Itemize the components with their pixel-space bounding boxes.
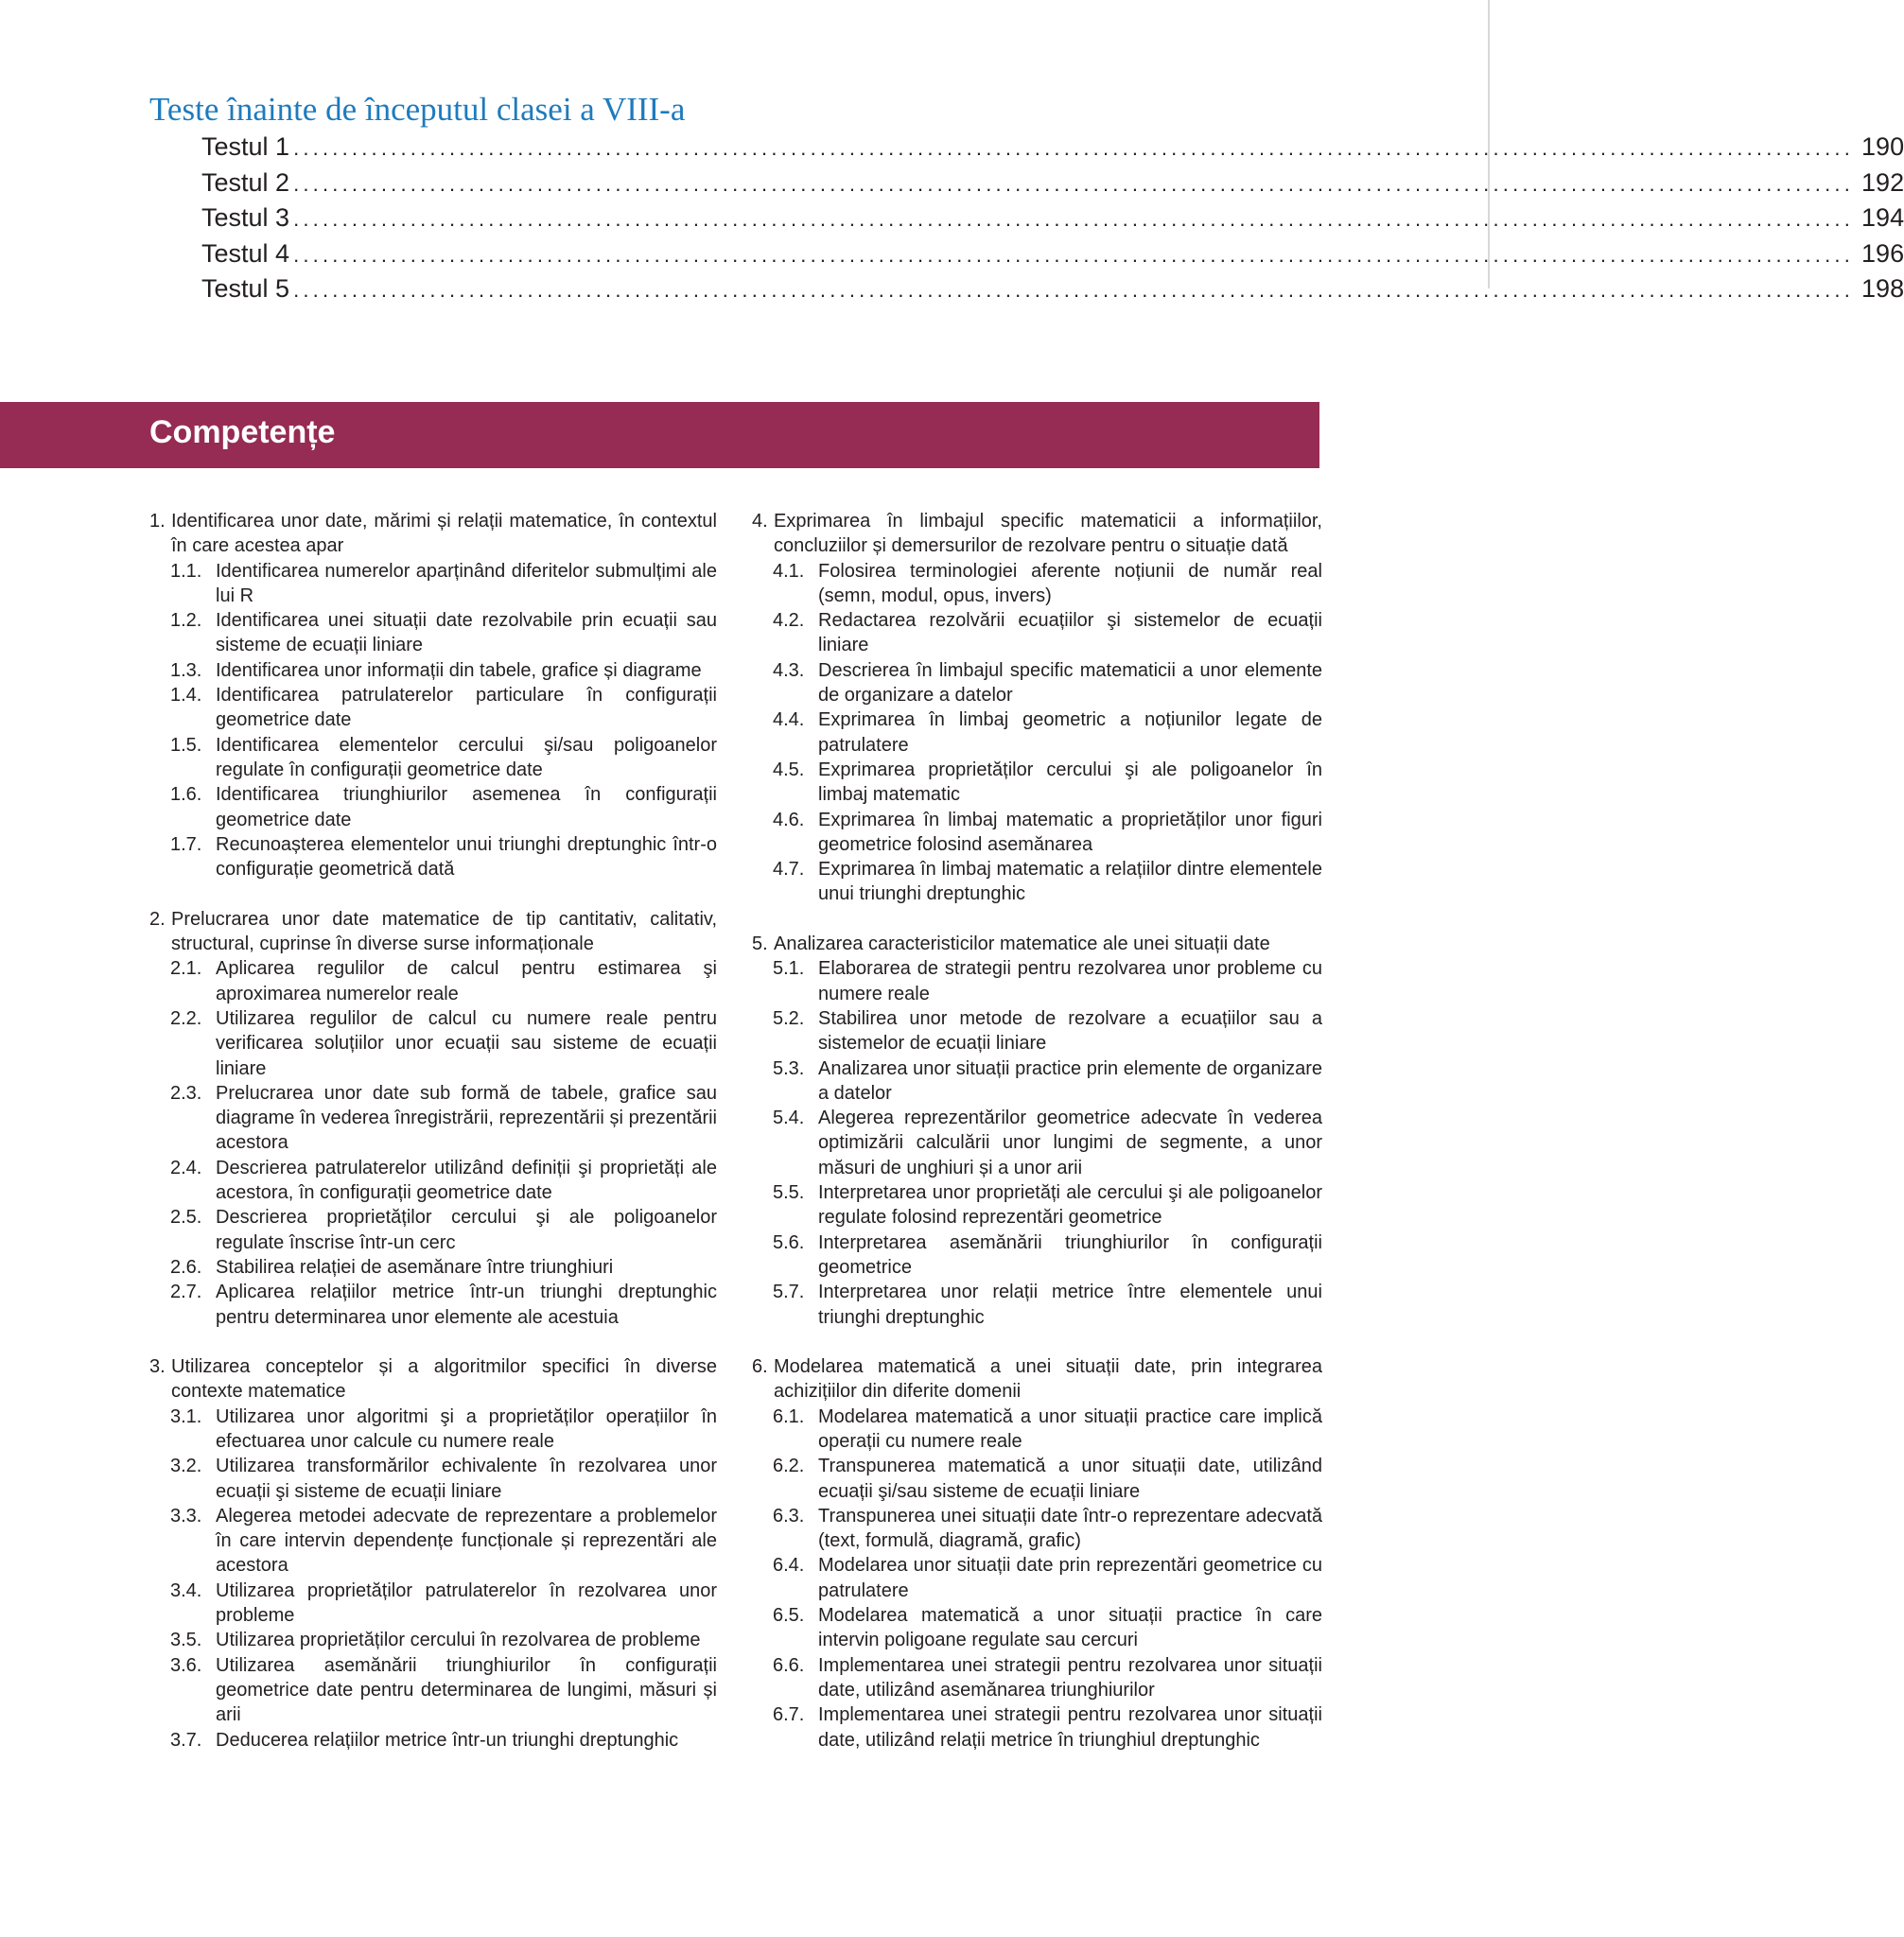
specific-competence-number: 3.3. xyxy=(170,1505,202,1527)
specific-competence-text: Descrierea în limbajul specific matematicii a unor elemente de organizare a datelor xyxy=(818,659,1322,707)
specific-competence-number: 1.5. xyxy=(170,734,202,756)
competence-number: 5. xyxy=(752,934,768,955)
specific-competence-number: 4.4. xyxy=(773,709,805,731)
specific-competence-text: Modelarea unor situații date prin reprezentări geometrice cu patrulatere xyxy=(818,1555,1322,1601)
competence-title: Prelucrarea unor date matematice de tip cantitativ, calitativ, structural, cuprinse în diverse surse informaționale xyxy=(171,908,717,955)
specific-competence xyxy=(752,1230,1322,1281)
specific-competence-text: Identificarea numerelor aparținând diferitelor submulțimi ale lui R xyxy=(216,560,717,606)
specific-competence-text: Prelucrarea unor date sub formă de tabele, grafice sau diagrame în vederea înregistrării, reprezentării și prezentării acestora xyxy=(216,1082,717,1154)
specific-competence xyxy=(149,733,717,783)
specific-competence xyxy=(149,1405,717,1455)
specific-competence-number: 5.7. xyxy=(773,1282,805,1303)
specific-competence xyxy=(149,608,717,658)
toc-row[interactable] xyxy=(201,203,1904,239)
specific-competence-number: 5.6. xyxy=(773,1231,805,1253)
specific-competence-number: 2.4. xyxy=(170,1157,202,1178)
toc-leader-dots: ................................................................................................................................................................ xyxy=(293,207,1855,232)
specific-competence-text: Alegerea reprezentărilor geometrice adecvate în vederea optimizării calculării unor lungimi de segmente, a unor măsuri de unghiuri și a unor arii xyxy=(818,1108,1322,1178)
competence-title: Utilizarea conceptelor și a algoritmilor specifici în diverse contexte matematice xyxy=(171,1356,717,1403)
specific-competence-text: Implementarea unei strategii pentru rezolvarea unor situații date, utilizând relații metrice în triunghiul dreptunghic xyxy=(818,1704,1322,1751)
specific-competence-text: Aplicarea relațiilor metrice într-un triunghi dreptunghic pentru determinarea unor elemente ale acestuia xyxy=(216,1282,717,1328)
specific-competence-number: 5.5. xyxy=(773,1182,805,1204)
specific-competence xyxy=(149,683,717,733)
specific-competence-text: Utilizarea asemănării triunghiurilor în configurații geometrice date pentru determinarea de lungimi, măsuri și arii xyxy=(216,1654,717,1726)
toc-row-label: Testul 3 xyxy=(201,203,290,233)
specific-competence-number: 2.5. xyxy=(170,1207,202,1229)
toc-leader-dots: ................................................................................................................................................................ xyxy=(293,171,1855,196)
specific-competence-number: 1.3. xyxy=(170,659,202,681)
specific-competence-text: Identificarea unor informații din tabele, grafice și diagrame xyxy=(216,659,702,681)
competence-heading xyxy=(149,907,717,957)
specific-competence-number: 4.5. xyxy=(773,759,805,780)
specific-competence xyxy=(149,1504,717,1579)
toc-leader-dots: ................................................................................................................................................................ xyxy=(293,242,1855,267)
specific-competence-number: 6.5. xyxy=(773,1605,805,1627)
specific-competence xyxy=(752,658,1322,708)
specific-competence-text: Descrierea proprietăților cercului şi ale poligoanelor regulate înscrise într-un cerc xyxy=(216,1207,717,1253)
specific-competence-number: 4.1. xyxy=(773,560,805,582)
specific-competence-text: Redactarea rezolvării ecuațiilor şi sistemelor de ecuații liniare xyxy=(818,610,1322,656)
specific-competence xyxy=(149,956,717,1006)
specific-competence-text: Transpunerea matematică a unor situații date, utilizând ecuații şi/sau sisteme de ecuații liniare xyxy=(818,1456,1322,1502)
specific-competence xyxy=(752,956,1322,1006)
specific-competence xyxy=(149,1006,717,1081)
specific-competence-number: 6.4. xyxy=(773,1555,805,1577)
specific-competence-text: Stabilirea relației de asemănare între triunghiuri xyxy=(216,1256,614,1278)
toc-row[interactable] xyxy=(201,132,1904,168)
competence-group xyxy=(752,1354,1322,1753)
competence-title: Analizarea caracteristicilor matematice ale unei situații date xyxy=(774,934,1270,955)
competence-number: 4. xyxy=(752,511,768,532)
specific-competence-number: 3.2. xyxy=(170,1456,202,1477)
specific-competence-text: Modelarea matematică a unor situații practice în care intervin poligoane regulate sau cercuri xyxy=(818,1605,1322,1651)
specific-competence-text: Exprimarea proprietăților cercului şi ale poligoanelor în limbaj matematic xyxy=(818,759,1322,806)
specific-competence-number: 2.6. xyxy=(170,1256,202,1278)
specific-competence-number: 1.4. xyxy=(170,685,202,707)
specific-competence xyxy=(149,1280,717,1330)
specific-competence xyxy=(752,1504,1322,1554)
specific-competence-text: Implementarea unei strategii pentru rezolvarea unor situații date, utilizând asemănarea triunghiurilor xyxy=(818,1654,1322,1701)
competence-group xyxy=(752,932,1322,1330)
specific-competence-text: Transpunerea unei situații date într-o reprezentare adecvată (text, formulă, diagramă, grafic) xyxy=(818,1505,1322,1552)
specific-competence-number: 4.3. xyxy=(773,659,805,681)
specific-competence xyxy=(752,808,1322,858)
specific-competence-number: 3.6. xyxy=(170,1654,202,1676)
specific-competence-text: Identificarea patrulaterelor particulare în configurații geometrice date xyxy=(216,685,717,731)
specific-competence-text: Aplicarea regulilor de calcul pentru estimarea şi aproximarea numerelor reale xyxy=(216,958,717,1004)
specific-competence-text: Utilizarea unor algoritmi şi a proprietăților operațiilor în efectuarea unor calcule cu numere reale xyxy=(216,1405,717,1452)
specific-competence-text: Folosirea terminologiei aferente noțiunii de număr real (semn, modul, opus, invers) xyxy=(818,560,1322,606)
specific-competence xyxy=(752,1553,1322,1603)
specific-competence xyxy=(149,1255,717,1280)
specific-competence-text: Descrierea patrulaterelor utilizând definiții şi proprietăți ale acestora, în configurații geometrice date xyxy=(216,1157,717,1204)
specific-competence-text: Exprimarea în limbaj matematic a proprietăților unor figuri geometrice folosind asemănarea xyxy=(818,809,1322,855)
specific-competence-number: 5.2. xyxy=(773,1007,805,1029)
competences-banner xyxy=(0,402,1319,468)
specific-competence-text: Elaborarea de strategii pentru rezolvarea unor probleme cu numere reale xyxy=(818,958,1322,1004)
specific-competence xyxy=(752,1405,1322,1455)
specific-competence-text: Utilizarea transformărilor echivalente în rezolvarea unor ecuații şi sisteme de ecuații liniare xyxy=(216,1456,717,1502)
specific-competence xyxy=(149,1081,717,1156)
specific-competence-text: Identificarea triunghiurilor asemenea în configurații geometrice date xyxy=(216,784,717,830)
specific-competence xyxy=(149,1653,717,1728)
toc-row[interactable] xyxy=(201,238,1904,275)
specific-competence-text: Deducerea relațiilor metrice într-un triunghi dreptunghic xyxy=(216,1729,679,1751)
specific-competence xyxy=(752,758,1322,808)
specific-competence-number: 6.1. xyxy=(773,1405,805,1427)
specific-competence-text: Interpretarea unor proprietăți ale cercului şi ale poligoanelor regulate folosind reprezentări geometrice xyxy=(818,1182,1322,1229)
competence-heading xyxy=(752,1354,1322,1405)
specific-competence xyxy=(149,782,717,832)
specific-competence xyxy=(752,1056,1322,1107)
specific-competence-text: Utilizarea proprietăților patrulaterelor în rezolvarea unor probleme xyxy=(216,1579,717,1627)
specific-competence-number: 2.2. xyxy=(170,1007,202,1029)
specific-competence-text: Interpretarea unor relații metrice între elementele unui triunghi dreptunghic xyxy=(818,1282,1322,1328)
specific-competence-number: 3.5. xyxy=(170,1630,202,1651)
competence-title: Exprimarea în limbajul specific matematicii a informațiilor, concluziilor și demersurilor de rezolvare pentru o situație dată xyxy=(774,511,1322,557)
banner-title: Competențe xyxy=(149,414,336,450)
specific-competence xyxy=(752,857,1322,907)
specific-competence-text: Identificarea unei situații date rezolvabile prin ecuații sau sisteme de ecuații liniare xyxy=(216,610,717,656)
specific-competence-number: 5.3. xyxy=(773,1057,805,1079)
toc-leader-dots: ................................................................................................................................................................ xyxy=(293,278,1855,303)
specific-competence-text: Alegerea metodei adecvate de reprezentare a problemelor în care intervin dependențe funcționale și reprezentări ale acestora xyxy=(216,1505,717,1577)
toc-row-label: Testul 1 xyxy=(201,132,290,161)
toc-row-label: Testul 4 xyxy=(201,238,290,268)
competence-number: 3. xyxy=(149,1356,166,1378)
specific-competence xyxy=(149,1628,717,1652)
specific-competence-number: 6.6. xyxy=(773,1654,805,1676)
specific-competence xyxy=(149,1454,717,1504)
competence-heading xyxy=(149,509,717,559)
specific-competence xyxy=(149,559,717,609)
competences-left-column xyxy=(149,509,717,1777)
specific-competence xyxy=(752,1653,1322,1703)
specific-competence xyxy=(149,1728,717,1753)
specific-competence-number: 6.3. xyxy=(773,1505,805,1527)
specific-competence-number: 5.4. xyxy=(773,1108,805,1129)
competence-heading xyxy=(149,1354,717,1405)
specific-competence xyxy=(149,1205,717,1255)
competence-group xyxy=(149,907,717,1330)
specific-competence xyxy=(752,608,1322,658)
specific-competence xyxy=(149,1579,717,1629)
specific-competence xyxy=(149,658,717,683)
specific-competence-number: 5.1. xyxy=(773,958,805,980)
specific-competence xyxy=(752,1006,1322,1056)
competence-number: 2. xyxy=(149,908,166,930)
specific-competence xyxy=(752,1603,1322,1653)
specific-competence-number: 4.2. xyxy=(773,610,805,632)
specific-competence-text: Exprimarea în limbaj geometric a noțiunilor legate de patrulatere xyxy=(818,709,1322,756)
specific-competence-number: 3.7. xyxy=(170,1729,202,1751)
toc-list xyxy=(201,132,1904,310)
toc-leader-dots: ................................................................................................................................................................ xyxy=(293,136,1855,160)
specific-competence-text: Modelarea matematică a unor situații practice care implică operații cu numere reale xyxy=(818,1405,1322,1452)
specific-competence xyxy=(752,1180,1322,1230)
toc-row-page: 198 xyxy=(1861,274,1904,304)
toc-row-page: 196 xyxy=(1861,238,1904,268)
specific-competence-text: Identificarea elementelor cercului şi/sau poligoanelor regulate în configurații geometrice date xyxy=(216,734,717,780)
competence-number: 6. xyxy=(752,1356,768,1378)
competence-heading xyxy=(752,509,1322,559)
specific-competence xyxy=(752,1454,1322,1504)
specific-competence-number: 1.1. xyxy=(170,560,202,582)
toc-row-page: 192 xyxy=(1861,167,1904,197)
competence-heading xyxy=(752,932,1322,956)
specific-competence-text: Recunoașterea elementelor unui triunghi dreptunghic într-o configurație geometrică dată xyxy=(216,833,717,881)
specific-competence-number: 2.7. xyxy=(170,1282,202,1303)
specific-competence-number: 4.6. xyxy=(773,809,805,830)
specific-competence-number: 3.1. xyxy=(170,1405,202,1427)
specific-competence xyxy=(752,1702,1322,1753)
specific-competence-number: 4.7. xyxy=(773,859,805,881)
specific-competence xyxy=(149,832,717,882)
toc-row[interactable] xyxy=(201,167,1904,204)
specific-competence-text: Analizarea unor situații practice prin elemente de organizare a datelor xyxy=(818,1057,1322,1104)
specific-competence-number: 6.2. xyxy=(773,1456,805,1477)
specific-competence xyxy=(752,1280,1322,1330)
specific-competence-number: 1.6. xyxy=(170,784,202,806)
toc-row-page: 190 xyxy=(1861,132,1904,161)
competence-title: Modelarea matematică a unei situații date, prin integrarea achizițiilor din diferite domenii xyxy=(774,1356,1322,1403)
toc-row-label: Testul 2 xyxy=(201,167,290,197)
competence-group xyxy=(149,1354,717,1753)
specific-competence-number: 1.7. xyxy=(170,833,202,855)
toc-row-page: 194 xyxy=(1861,203,1904,233)
competence-group xyxy=(752,509,1322,907)
specific-competence-number: 6.7. xyxy=(773,1704,805,1726)
toc-title: Teste înainte de începutul clasei a VIII-a xyxy=(149,91,686,128)
toc-row[interactable] xyxy=(201,274,1904,310)
specific-competence-number: 2.3. xyxy=(170,1082,202,1104)
specific-competence-number: 3.4. xyxy=(170,1579,202,1601)
specific-competence xyxy=(752,559,1322,609)
competence-group xyxy=(149,509,717,881)
specific-competence xyxy=(752,1106,1322,1180)
specific-competence-number: 2.1. xyxy=(170,958,202,980)
competence-title: Identificarea unor date, mărimi și relații matematice, în contextul în care acestea apar xyxy=(171,511,717,557)
specific-competence-text: Exprimarea în limbaj matematic a relațiilor dintre elementele unui triunghi dreptunghic xyxy=(818,859,1322,905)
specific-competence-text: Interpretarea asemănării triunghiurilor în configurații geometrice xyxy=(818,1231,1322,1278)
competences-right-column xyxy=(752,509,1322,1777)
toc-row-label: Testul 5 xyxy=(201,274,290,304)
specific-competence-text: Stabilirea unor metode de rezolvare a ecuațiilor sau a sistemelor de ecuații liniare xyxy=(818,1007,1322,1055)
specific-competence-number: 1.2. xyxy=(170,610,202,632)
specific-competence xyxy=(149,1156,717,1206)
specific-competence xyxy=(752,707,1322,758)
specific-competence-text: Utilizarea regulilor de calcul cu numere reale pentru verificarea soluțiilor unor ecuații sau sisteme de ecuații liniare xyxy=(216,1007,717,1079)
specific-competence-text: Utilizarea proprietăților cercului în rezolvarea de probleme xyxy=(216,1630,701,1651)
competence-number: 1. xyxy=(149,511,166,532)
